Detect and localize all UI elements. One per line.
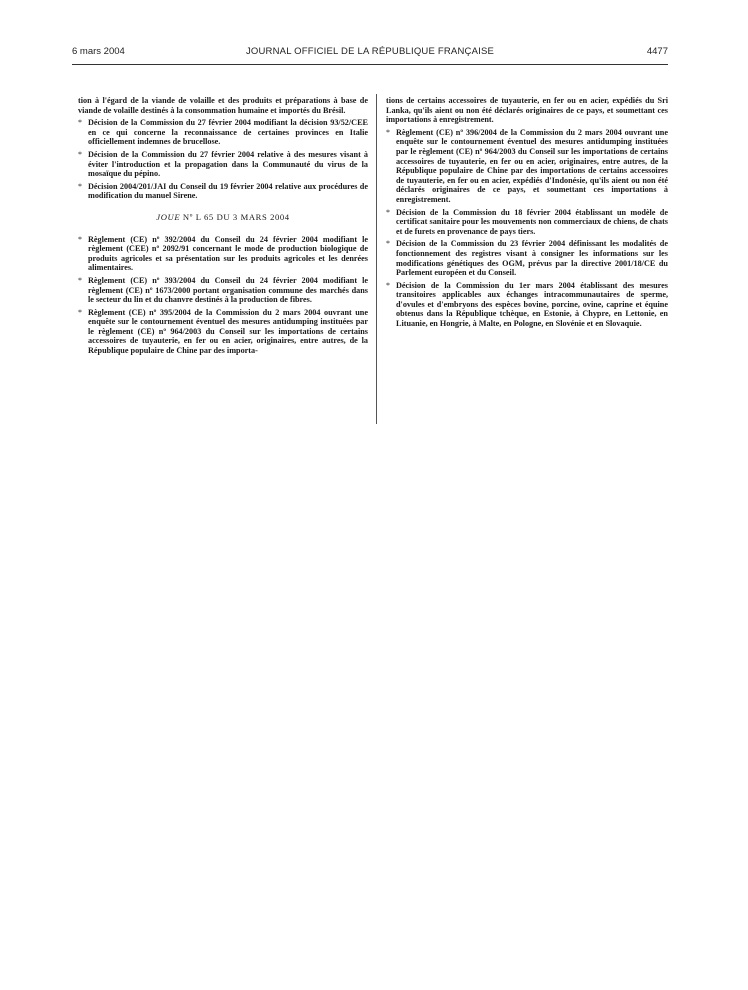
column-divider	[376, 94, 377, 424]
entry-marker: *	[78, 234, 82, 244]
entry-text: Décision de la Commission du 18 février 2004 établissant un modèle de certificat sanitaire pour les mouvements non commerciaux de chiens, de chats et de furets en provenance de pays tiers.	[396, 207, 668, 236]
section-heading	[78, 213, 368, 223]
entry-marker: *	[78, 181, 82, 191]
list-item	[386, 239, 668, 277]
list-item	[78, 235, 368, 273]
page-number: 4477	[646, 46, 668, 57]
entry-marker: *	[386, 127, 390, 137]
header-date: 6 mars 2004	[72, 46, 125, 57]
continuation-text: tion à l'égard de la viande de volaille et des produits et préparations à base de viande de volaille destinés à la consommation humaine et importés du Brésil.	[78, 96, 368, 115]
right-column	[386, 96, 668, 332]
list-item	[386, 128, 668, 205]
list-item	[78, 118, 368, 147]
section-issue: Nº L 65 DU 3 MARS 2004	[180, 211, 290, 222]
list-item	[386, 208, 668, 237]
header-rule	[72, 64, 668, 65]
entry-text: Décision 2004/201/JAI du Conseil du 19 février 2004 relative aux procédures de modification du manuel Sirene.	[88, 181, 368, 201]
entry-text: Décision de la Commission du 1er mars 2004 établissant des mesures transitoires applicables aux échanges intracommunautaires de sperme, d'ovules et d'embryons des espèces bovine, porcine, ovine, caprine et équine obtenus dans la République tchèque, en Estonie, à Chypre, en Lettonie, en Lituanie, en Hongrie, à Malte, en Pologne, en Slovénie et en Slovaquie.	[396, 280, 668, 329]
entry-marker: *	[78, 275, 82, 285]
list-item	[386, 281, 668, 329]
left-column	[78, 96, 368, 359]
entry-text: Règlement (CE) nº 395/2004 de la Commission du 2 mars 2004 ouvrant une enquête sur le contournement éventuel des mesures antidumping instituées par le règlement (CE) nº 964/2003 du Conseil sur les importations de certains accessoires de tuyauterie, en fer ou en acier, originaires, entre autres, de la République populaire de Chine par des importa-	[88, 307, 368, 356]
entry-marker: *	[78, 149, 82, 159]
page-header	[72, 46, 668, 62]
entry-text: Décision de la Commission du 27 février 2004 modifiant la décision 93/52/CEE en ce qui concerne la reconnaissance de certaines provinces en Italie officiellement indemnes de brucellose.	[88, 118, 368, 147]
entry-marker: *	[78, 307, 82, 317]
entry-marker: *	[386, 207, 390, 217]
journal-title: JOURNAL OFFICIEL DE LA RÉPUBLIQUE FRANÇAISE	[245, 46, 495, 57]
list-item	[78, 308, 368, 356]
entry-text: Règlement (CE) nº 393/2004 du Conseil du 24 février 2004 modifiant le règlement (CE) nº 1673/2000 portant organisation commune des marchés dans le secteur du lin et du chanvre destinés à la production de fibres.	[88, 275, 368, 305]
list-item	[78, 150, 368, 179]
entry-text: Décision de la Commission du 27 février 2004 relative à des mesures visant à éviter l'introduction et la propagation dans la Communauté du virus de la mosaïque du pépino.	[88, 149, 368, 179]
entry-text: Décision de la Commission du 23 février 2004 définissant les modalités de fonctionnement des registres visant à consigner les informations sur les modifications génétiques des OGM, prévus par la directive 2001/18/CE du Parlement européen et du Conseil.	[396, 239, 668, 278]
entry-marker: *	[386, 239, 390, 249]
entry-text: Règlement (CE) nº 396/2004 de la Commission du 2 mars 2004 ouvrant une enquête sur le contournement éventuel des mesures antidumping instituées par le règlement (CE) nº 964/2003 du Conseil sur les importations de certains accessoires de tuyauterie, en fer ou en acier, originaires, entre autres, de la République populaire de Chine par des importations de certains accessoires de tuyauterie, en fer ou en acier, expédiés d'Indonésie, qu'ils aient ou non été déclarés originaires de ce pays, et soumettant ces importations à enregistrement.	[396, 127, 668, 204]
entry-marker: *	[386, 280, 390, 290]
section-journal: JOUE	[156, 211, 181, 222]
list-item	[78, 276, 368, 305]
list-item	[78, 182, 368, 201]
continuation-text: tions de certains accessoires de tuyauterie, en fer ou en acier, expédiés du Sri Lanka, qu'ils aient ou non été déclarés originaires de ce pays, et soumettant ces importations à enregistrement.	[386, 96, 668, 125]
entry-text: Règlement (CE) nº 392/2004 du Conseil du 24 février 2004 modifiant le règlement (CEE) nº 2092/91 concernant le mode de production biologique de produits agricoles et sa présentation sur les produits agricoles et les denrées alimentaires.	[88, 234, 368, 273]
entry-marker: *	[78, 118, 82, 128]
